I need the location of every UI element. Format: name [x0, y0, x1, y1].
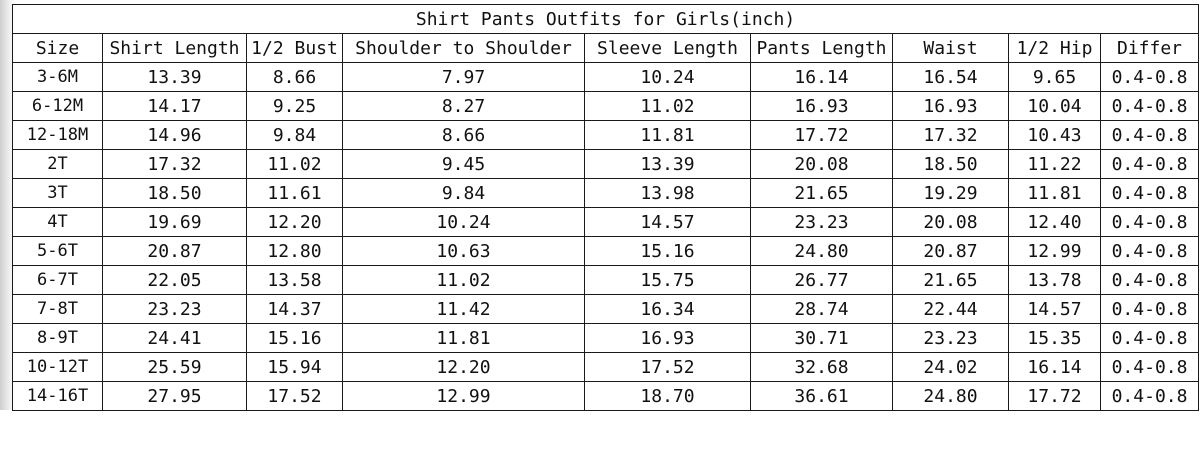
table-cell: 0.4-0.8: [1101, 266, 1199, 295]
table-cell: 16.14: [1009, 353, 1101, 382]
column-header: Pants Length: [751, 34, 893, 63]
table-cell: 20.08: [751, 150, 893, 179]
table-cell: 16.93: [585, 324, 751, 353]
table-cell: 17.32: [103, 150, 247, 179]
table-cell: 13.78: [1009, 266, 1101, 295]
table-cell: 21.65: [893, 266, 1009, 295]
table-cell: 13.98: [585, 179, 751, 208]
table-cell: 19.29: [893, 179, 1009, 208]
table-cell: 12.80: [247, 237, 343, 266]
table-cell: 9.25: [247, 92, 343, 121]
column-header: Shoulder to Shoulder: [343, 34, 585, 63]
table-cell: 17.72: [751, 121, 893, 150]
table-cell: 18.50: [893, 150, 1009, 179]
size-cell: 7-8T: [13, 295, 103, 324]
table-cell: 0.4-0.8: [1101, 382, 1199, 411]
table-cell: 0.4-0.8: [1101, 353, 1199, 382]
table-cell: 14.57: [585, 208, 751, 237]
table-row: [13, 382, 1199, 411]
size-cell: 12-18M: [13, 121, 103, 150]
table-cell: 14.96: [103, 121, 247, 150]
table-cell: 11.81: [343, 324, 585, 353]
size-cell: 3T: [13, 179, 103, 208]
table-cell: 8.66: [343, 121, 585, 150]
table-cell: 24.80: [751, 237, 893, 266]
table-cell: 7.97: [343, 63, 585, 92]
table-cell: 16.93: [893, 92, 1009, 121]
table-cell: 22.05: [103, 266, 247, 295]
size-cell: 6-12M: [13, 92, 103, 121]
table-cell: 16.14: [751, 63, 893, 92]
title-row: [13, 5, 1199, 34]
table-cell: 11.02: [247, 150, 343, 179]
column-header: Waist: [893, 34, 1009, 63]
table-cell: 18.70: [585, 382, 751, 411]
table-cell: 13.39: [585, 150, 751, 179]
table-cell: 11.81: [1009, 179, 1101, 208]
table-cell: 10.24: [343, 208, 585, 237]
table-cell: 36.61: [751, 382, 893, 411]
table-cell: 24.02: [893, 353, 1009, 382]
table-cell: 28.74: [751, 295, 893, 324]
table-cell: 0.4-0.8: [1101, 295, 1199, 324]
table-row: [13, 179, 1199, 208]
table-cell: 15.35: [1009, 324, 1101, 353]
table-cell: 9.65: [1009, 63, 1101, 92]
table-row: [13, 324, 1199, 353]
table-cell: 17.32: [893, 121, 1009, 150]
column-header: Sleeve Length: [585, 34, 751, 63]
table-cell: 19.69: [103, 208, 247, 237]
size-cell: 5-6T: [13, 237, 103, 266]
table-cell: 12.40: [1009, 208, 1101, 237]
column-header: Shirt Length: [103, 34, 247, 63]
table-cell: 20.87: [893, 237, 1009, 266]
column-header: 1/2 Bust: [247, 34, 343, 63]
table-cell: 12.99: [343, 382, 585, 411]
table-cell: 0.4-0.8: [1101, 237, 1199, 266]
table-cell: 17.52: [585, 353, 751, 382]
table-cell: 11.61: [247, 179, 343, 208]
table-cell: 11.81: [585, 121, 751, 150]
table-cell: 23.23: [751, 208, 893, 237]
table-cell: 23.23: [893, 324, 1009, 353]
table-cell: 20.87: [103, 237, 247, 266]
table-cell: 22.44: [893, 295, 1009, 324]
table-cell: 16.93: [751, 92, 893, 121]
table-row: [13, 208, 1199, 237]
table-cell: 16.54: [893, 63, 1009, 92]
table-cell: 20.08: [893, 208, 1009, 237]
table-cell: 9.84: [247, 121, 343, 150]
table-cell: 10.63: [343, 237, 585, 266]
table-cell: 10.24: [585, 63, 751, 92]
table-cell: 14.57: [1009, 295, 1101, 324]
size-cell: 2T: [13, 150, 103, 179]
table-cell: 10.04: [1009, 92, 1101, 121]
table-cell: 15.75: [585, 266, 751, 295]
table-cell: 10.43: [1009, 121, 1101, 150]
table-cell: 0.4-0.8: [1101, 324, 1199, 353]
table-row: [13, 121, 1199, 150]
table-cell: 24.41: [103, 324, 247, 353]
column-header: Size: [13, 34, 103, 63]
table-cell: 21.65: [751, 179, 893, 208]
table-cell: 16.34: [585, 295, 751, 324]
table-cell: 15.16: [247, 324, 343, 353]
table-cell: 15.94: [247, 353, 343, 382]
size-chart-table: [12, 4, 1199, 411]
table-cell: 8.27: [343, 92, 585, 121]
table-cell: 12.20: [343, 353, 585, 382]
table-cell: 8.66: [247, 63, 343, 92]
table-cell: 0.4-0.8: [1101, 92, 1199, 121]
header-row: [13, 34, 1199, 63]
table-row: [13, 150, 1199, 179]
table-cell: 26.77: [751, 266, 893, 295]
table-cell: 32.68: [751, 353, 893, 382]
table-cell: 11.22: [1009, 150, 1101, 179]
size-cell: 10-12T: [13, 353, 103, 382]
table-cell: 0.4-0.8: [1101, 208, 1199, 237]
table-cell: 9.84: [343, 179, 585, 208]
table-cell: 17.72: [1009, 382, 1101, 411]
table-cell: 14.37: [247, 295, 343, 324]
table-row: [13, 266, 1199, 295]
table-row: [13, 63, 1199, 92]
size-cell: 8-9T: [13, 324, 103, 353]
table-cell: 0.4-0.8: [1101, 63, 1199, 92]
table-cell: 0.4-0.8: [1101, 150, 1199, 179]
table-body: [13, 63, 1199, 411]
table-row: [13, 237, 1199, 266]
table-cell: 24.80: [893, 382, 1009, 411]
size-cell: 6-7T: [13, 266, 103, 295]
table-cell: 27.95: [103, 382, 247, 411]
table-cell: 0.4-0.8: [1101, 179, 1199, 208]
table-title: Shirt Pants Outfits for Girls(inch): [13, 5, 1199, 34]
table-cell: 18.50: [103, 179, 247, 208]
table-cell: 30.71: [751, 324, 893, 353]
table-row: [13, 295, 1199, 324]
table-cell: 25.59: [103, 353, 247, 382]
table-cell: 9.45: [343, 150, 585, 179]
table-cell: 12.99: [1009, 237, 1101, 266]
size-cell: 14-16T: [13, 382, 103, 411]
table-cell: 17.52: [247, 382, 343, 411]
table-row: [13, 92, 1199, 121]
table-cell: 11.42: [343, 295, 585, 324]
table-cell: 13.58: [247, 266, 343, 295]
table-row: [13, 353, 1199, 382]
column-header: Differ: [1101, 34, 1199, 63]
size-cell: 4T: [13, 208, 103, 237]
table-cell: 11.02: [585, 92, 751, 121]
table-cell: 0.4-0.8: [1101, 121, 1199, 150]
table-cell: 13.39: [103, 63, 247, 92]
column-header: 1/2 Hip: [1009, 34, 1101, 63]
table-cell: 11.02: [343, 266, 585, 295]
table-cell: 23.23: [103, 295, 247, 324]
table-cell: 12.20: [247, 208, 343, 237]
size-cell: 3-6M: [13, 63, 103, 92]
table-cell: 14.17: [103, 92, 247, 121]
table-cell: 15.16: [585, 237, 751, 266]
